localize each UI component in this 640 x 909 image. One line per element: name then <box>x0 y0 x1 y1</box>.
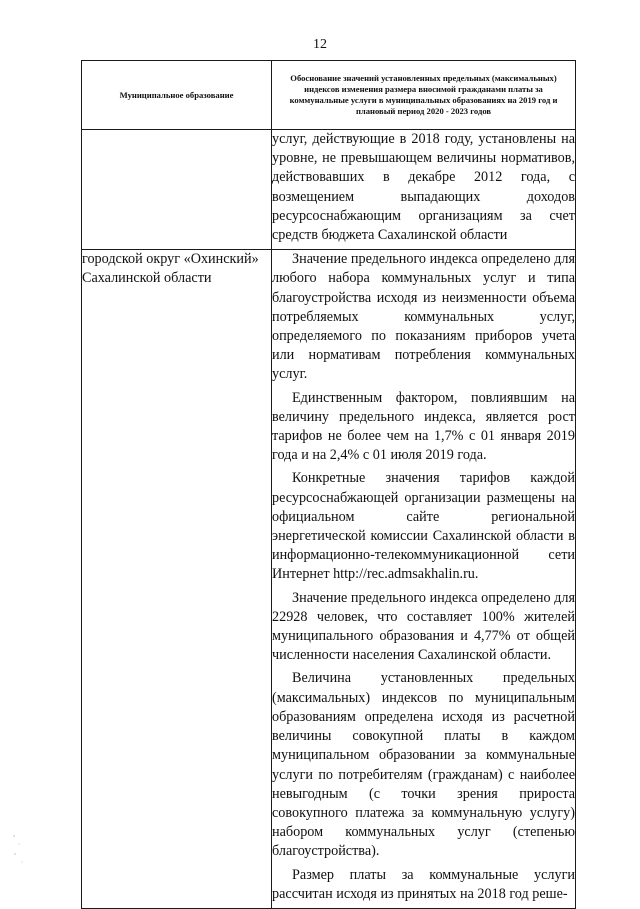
justification-paragraph: Значение предельного индекса определено для 22928 человек, что составляет 100% жителей муниципального образования и 4,77% от общей численности населения Сахалинской области. <box>272 589 575 664</box>
justification-cell <box>272 130 576 250</box>
justification-paragraph: Конкретные значения тарифов каждой ресурсоснабжающей организации размещены на официальном сайте региональной энергетической комиссии Сахалинской области в информационно-телекоммуникационной сети Интернет http://rec.admsakhalin.ru. <box>272 470 575 583</box>
page-number: 12 <box>313 37 327 52</box>
header-justification: Обоснование значений установленных предельных (максимальных) индексов изменения размера вносимой гражданами платы за коммунальные услуги в муниципальных образованиях на 2019 год и плановый период 2020 - 2023 годов <box>272 61 576 130</box>
justification-paragraph: Значение предельного индекса определено для любого набора коммунальных услуг и типа благоустройства исходя из неизменности объема потребляемых коммунальных услуг, определяемого по показаниям приборов учета или нормативам потребления коммунальных услуг. <box>272 251 575 383</box>
scan-artifact-dots <box>10 830 30 870</box>
justification-paragraph: Размер платы за коммунальные услуги рассчитан исходя из принятых на 2018 год реше- <box>272 866 575 902</box>
municipality-cell <box>82 130 272 250</box>
justification-paragraph: Величина установленных предельных (максимальных) индексов по муниципальным образованиям определена исходя из расчетной величины совокупной платы в каждом муниципальном образовании за коммунальные услуги по потребителям (гражданам) с наиболее невыгодным (с точки зрения прироста совокупного платежа за коммунальную услугу) набором коммунальных услуг (степенью благоустройства). <box>272 670 575 860</box>
justification-paragraph: услуг, действующие в 2018 году, установлены на уровне, не превышающем величины нормативов, действовавших в декабре 2012 года, с возмещением выпадающих доходов ресурсоснабжающим организациям за счет средств бюджета Сахалинской области <box>272 131 575 244</box>
municipality-cell: городской округ «Охинский» Сахалинской области <box>82 250 272 909</box>
justification-table <box>81 60 576 909</box>
table-header-row <box>82 61 576 130</box>
table-row <box>82 250 576 909</box>
justification-paragraph: Единственным фактором, повлиявшим на величину предельного индекса, является рост тарифов не более чем на 1,7% с 01 января 2019 года и на 2,4% с 01 июля 2019 года. <box>272 389 575 464</box>
table-row <box>82 130 576 250</box>
header-municipality: Муниципальное образование <box>82 61 272 130</box>
justification-cell <box>272 250 576 909</box>
